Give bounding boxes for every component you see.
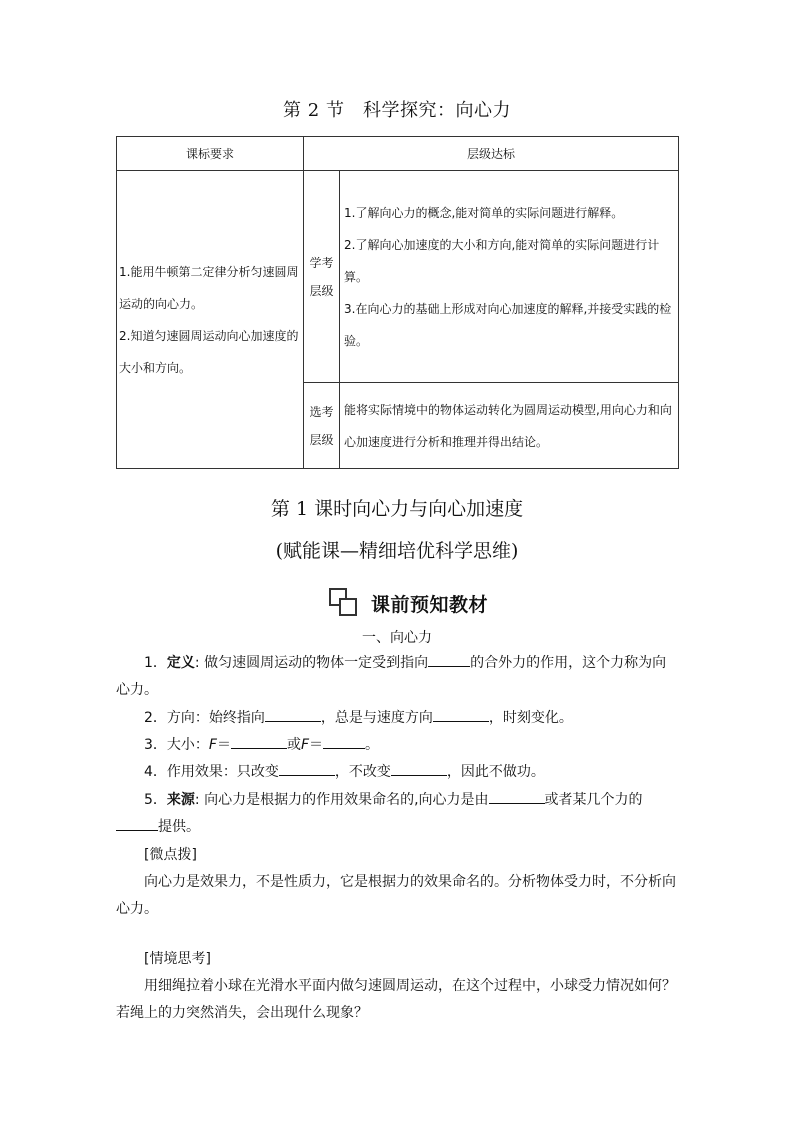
requirement-item: 2.知道匀速圆周运动向心加速度的大小和方向。 <box>119 328 299 375</box>
item-direction: 2．方向：始终指向 ，总是与速度方向 ，时刻变化。 <box>116 705 679 732</box>
item-source: 5．来源: 向心力是根据力的作用效果命名的,向心力是由 或者某几个力的提供。 <box>116 787 679 841</box>
blank-line <box>391 760 447 776</box>
blank-line <box>323 733 365 749</box>
level-item: 2.了解向心加速度的大小和方向,能对简单的实际问题进行计算。 <box>344 237 660 284</box>
lesson-subtitle: (赋能课—精细培优科学思维) <box>275 540 519 562</box>
blank-line <box>428 651 470 667</box>
blank-line <box>433 706 489 722</box>
scenario-label: [情境思考] <box>144 951 211 967</box>
page-title: 第 2 节 科学探究：向心力 <box>283 100 511 121</box>
blank-line <box>279 760 335 776</box>
level-item: 1.了解向心力的概念,能对简单的实际问题进行解释。 <box>344 205 624 220</box>
blank-line <box>116 815 158 831</box>
level-details-academic <box>340 171 679 383</box>
blank-line <box>265 706 321 722</box>
blank-line <box>231 733 287 749</box>
item-magnitude: 3．大小：F＝ 或F＝ 。 <box>116 732 679 759</box>
subsection-title: 一、向心力 <box>362 630 432 646</box>
tip-label: [微点拨] <box>144 847 197 863</box>
definition-label: 定义 <box>166 655 195 671</box>
scenario-text: 用细绳拉着小球在光滑水平面内做匀速圆周运动，在这个过程中，小球受力情况如何？若绳上的力突然消失，会出现什么现象？ <box>116 978 676 1021</box>
tip-text: 向心力是效果力，不是性质力，它是根据力的效果命名的。分析物体受力时，不分析向心力。 <box>116 874 676 917</box>
lesson-title: 第 1 课时向心力与向心加速度 <box>270 498 524 520</box>
level-label-elective: 选考层级 <box>304 383 340 469</box>
requirement-item: 1.能用牛顿第二定律分析匀速圆周运动的向心力。 <box>119 264 299 311</box>
table-header-levels: 层级达标 <box>304 137 679 171</box>
table-header-requirements: 课标要求 <box>117 137 304 171</box>
item-definition: 1．定义: 做匀速圆周运动的物体一定受到指向 的合外力的作用，这个力称为向心力。 <box>116 650 679 704</box>
level-label-academic: 学考层级 <box>304 171 340 383</box>
overlapping-squares-icon <box>327 587 361 619</box>
source-label: 来源 <box>166 792 195 808</box>
section-title: 课前预知教材 <box>371 593 489 616</box>
level-item: 3.在向心力的基础上形成对向心加速度的解释,并接受实践的检验。 <box>344 301 672 348</box>
requirements-cell <box>117 171 304 469</box>
item-effect: 4．作用效果：只改变 ，不改变 ，因此不做功。 <box>116 759 679 786</box>
curriculum-table <box>116 136 679 469</box>
level-details-elective: 能将实际情境中的物体运动转化为圆周运动模型,用向心力和向心加速度进行分析和推理并得出结论。 <box>340 383 679 469</box>
blank-line <box>489 788 545 804</box>
section-header <box>327 586 488 620</box>
